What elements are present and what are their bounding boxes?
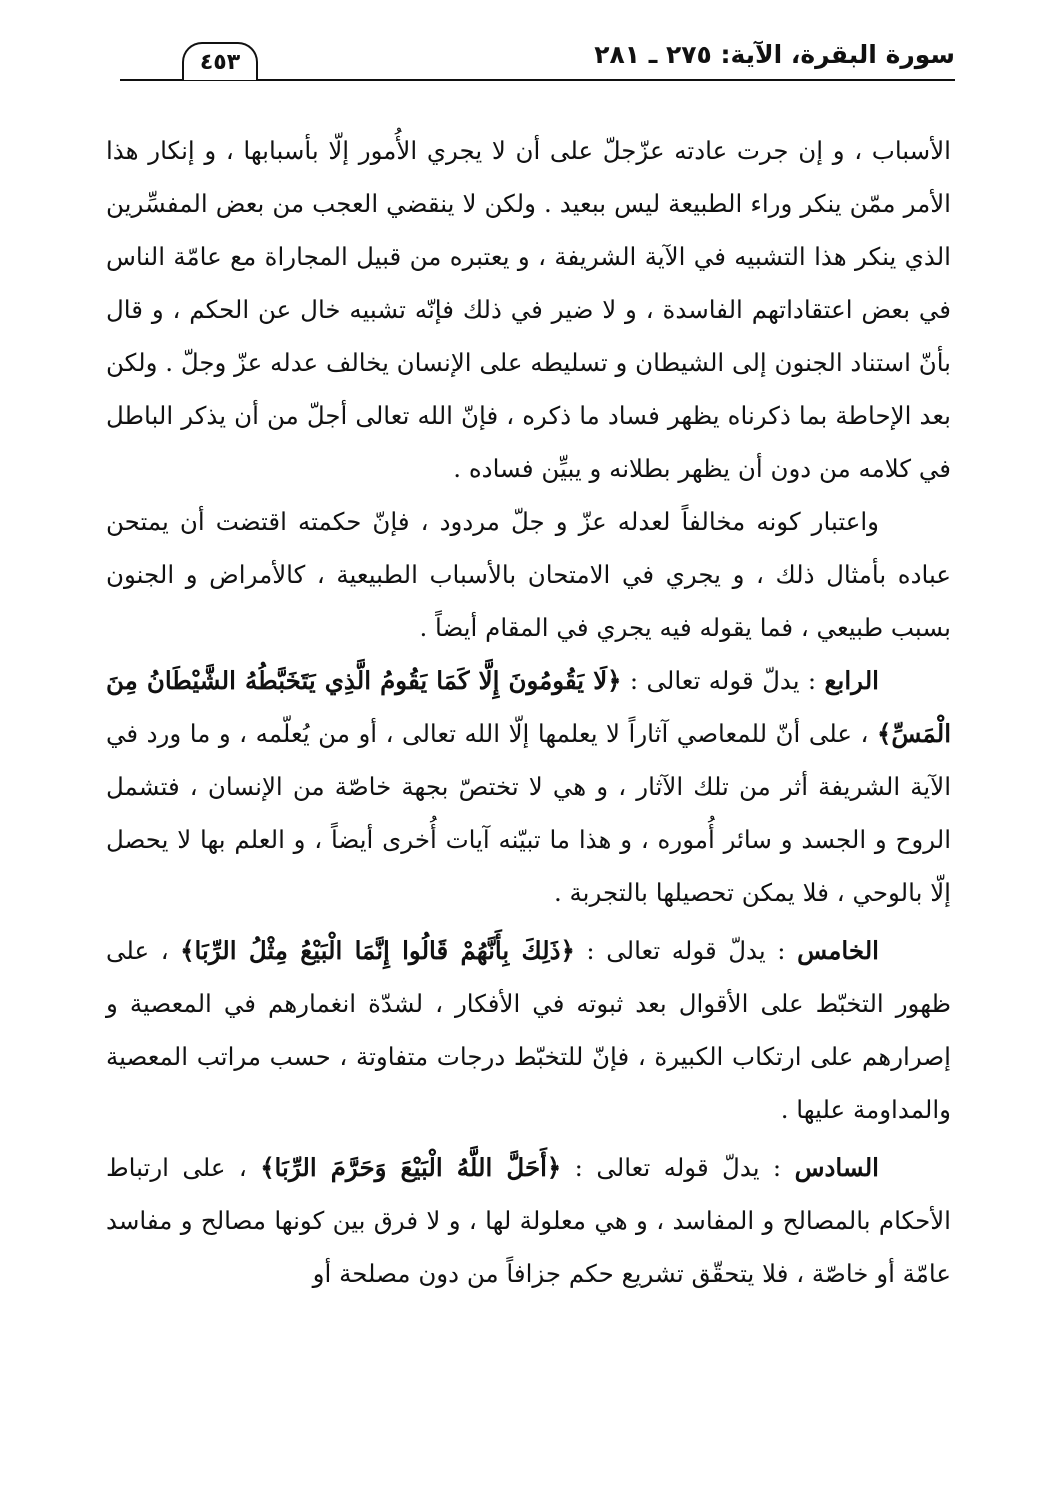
paragraph-text: ، على أنّ للمعاصي آثاراً لا يعلمها إلّا الله تعالى ، أو من يُعلّمه ، و ما ورد في الآية الشريفة أثر من تلك الآثار ، و هي لا تختصّ بجهة خاصّة من الإنسان ، فتشمل الروح و الجسد و سائر أُموره ، و هذا ما تبيّنه آيات أُخرى أيضاً ، و العلم بها لا يحصل إلّا بالوحي ، فلا يمكن تحصيلها بالتجربة . — [106, 719, 951, 907]
running-title: سورة البقرة، الآية: ٢٧٥ ـ ٢٨١ — [594, 40, 955, 69]
quran-quote: ﴿ذَلِكَ بِأَنَّهُمْ قَالُوا إِنَّمَا الْبَيْعُ مِثْلُ الرِّبَا﴾ — [180, 936, 575, 965]
point-heading: الخامس — [797, 936, 879, 965]
paragraph-text: الأسباب ، و إن جرت عادته عزّجلّ على أن لا يجري الأُمور إلّا بأسبابها ، و إنكار هذا الأمر ممّن ينكر وراء الطبيعة ليس ببعيد . ولكن لا ينقضي العجب من بعض المفسِّرين الذي ينكر هذا التشبيه في الآية الشريفة ، و يعتبره من قبيل المجاراة مع عامّة الناس في بعض اعتقاداتهم الفاسدة ، و لا ضير في ذلك فإنّه تشبيه خال عن الحكم ، و قال بأنّ استناد الجنون إلى الشيطان و تسليطه على الإنسان يخالف عدله عزّ وجلّ . ولكن بعد الإحاطة بما ذكرناه يظهر فساد ما ذكره ، فإنّ الله تعالى أجلّ من أن يذكر الباطل في كلامه من دون أن يظهر بطلانه و يبيِّن فساده . — [106, 136, 951, 483]
page-number: ٤٥٣ — [182, 42, 258, 80]
paragraph — [106, 124, 951, 495]
paragraph-intro: : يدلّ قوله تعالى : — [574, 936, 798, 965]
paragraph-intro: : يدلّ قوله تعالى : — [561, 1153, 795, 1182]
paragraph — [106, 654, 951, 919]
paragraph — [106, 1141, 951, 1300]
point-heading: السادس — [794, 1153, 879, 1182]
paragraph — [106, 924, 951, 1136]
paragraph-text: واعتبار كونه مخالفاً لعدله عزّ و جلّ مردود ، فإنّ حكمته اقتضت أن يمتحن عباده بأمثال ذلك ، و يجري في الامتحان بالأسباب الطبيعية ، كالأمراض و الجنون بسبب طبيعي ، فما يقوله فيه يجري في المقام أيضاً . — [106, 507, 951, 642]
quran-quote: ﴿لَا يَقُومُونَ إِلَّا كَمَا يَقُومُ الَّذِي يَتَخَبَّطُهُ الشَّيْطَانُ مِنَ الْمَسِّ﴾ — [106, 666, 951, 748]
point-heading: الرابع — [824, 666, 879, 695]
page-header — [120, 34, 955, 86]
paragraph-intro: : يدلّ قوله تعالى : — [621, 666, 825, 695]
page-body — [106, 124, 951, 1300]
paragraph-text: ، على ظهور التخبّط على الأقوال بعد ثبوته في الأفكار ، لشدّة انغمارهم في المعصية و إصرارهم على ارتكاب الكبيرة ، فإنّ للتخبّط درجات متفاوتة ، حسب مراتب المعصية والمداومة عليها . — [106, 936, 951, 1124]
paragraph-text: ، على ارتباط الأحكام بالمصالح و المفاسد ، و هي معلولة لها ، و لا فرق بين كونها مصالح و مفاسد عامّة أو خاصّة ، فلا يتحقّق تشريع حكم جزافاً من دون مصلحة أو — [106, 1153, 951, 1288]
quran-quote: ﴿أَحَلَّ اللَّهُ الْبَيْعَ وَحَرَّمَ الرِّبَا﴾ — [260, 1153, 562, 1182]
paragraph — [106, 495, 951, 654]
